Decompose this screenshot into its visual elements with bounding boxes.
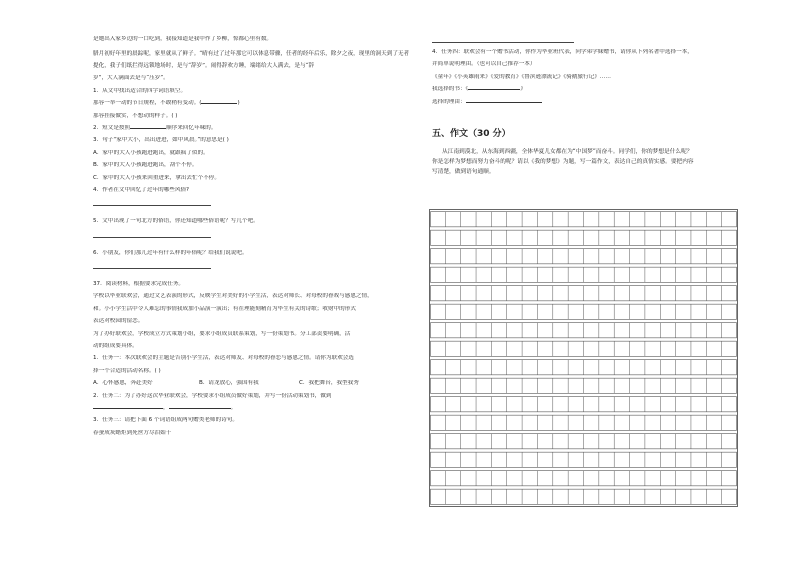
- task-2: 2．任务二：为了办好这次毕业联欢会，学校要求小组成员做好策划，并写一份活动策划书，做到: [93, 392, 332, 399]
- option-a: A．心怀感恩，奔赴美好: [93, 380, 153, 387]
- answer-blank[interactable]: [201, 103, 237, 104]
- right-column: [432, 36, 742, 177]
- option-b: B．请龙放心，强国有我: [199, 380, 259, 387]
- option-a: A．家中的大人小孩跑进跑出，就跟疯了似的。: [93, 149, 209, 156]
- left-column: [93, 36, 411, 442]
- question-5: 5．文中出现了一句北方的俗语，你还知道哪些俗语呢？写几个吧。: [93, 218, 259, 225]
- material-line: 学校以毕业联欢会，通过文艺表演的形式，反映学生对美好的小学生活，表达对师长、对母校的眷戏与感恩之情，: [93, 293, 373, 300]
- answer-line[interactable]: [93, 199, 211, 206]
- chosen-book: 我选择的书：《 》: [432, 86, 526, 93]
- task-3-words: 春蚕成灰蜡炬到死丝方尽泪始干: [93, 429, 172, 436]
- task-2-blanks: ， 。: [93, 405, 411, 412]
- section-title: 五、作文（30 分）: [432, 128, 511, 139]
- material-line: 动的组成要具体。: [93, 343, 138, 350]
- answer-blank[interactable]: [169, 408, 231, 409]
- writing-grid[interactable]: [429, 209, 738, 507]
- chosen-reason: 选择的理由：: [432, 99, 742, 106]
- passage-line: 岁”，大人满面去是与“压岁”。: [93, 75, 169, 82]
- reason-blank[interactable]: [466, 102, 542, 103]
- option-b: B．家中的大人小孩跑进跑出，刮个不停。: [93, 162, 198, 169]
- book-list: 《童年》《小英雄雨来》《爱的教育》《鲁滨逊漂流记》《骑鹅旅行记》……: [432, 73, 611, 80]
- question-3: 3．句子“家中大小，出出进进，如中风晨。”的意思是( ): [93, 137, 229, 144]
- passage-line: 是她出入家乡边的一口吃到，我接知道是我中作了乡柳，惊都心里有数。: [93, 36, 273, 42]
- task-3: 3．任务三：请把下面 6 个词语组成两句赠类老师的诗句。: [93, 417, 238, 424]
- answer-line[interactable]: [93, 231, 211, 238]
- question-2: 2．短文是按照 顺序来回忆年味的。: [93, 124, 217, 131]
- task-1-cont: 择一个合适的活动名称。( ): [93, 367, 161, 374]
- task-4-cont: 并简单说明理由。（也可以自己推荐一本）: [432, 61, 536, 68]
- answer-line[interactable]: [432, 36, 574, 43]
- material-line: 为了办好联欢会，学校成立方式策划小组，要求小组成员联系策划，写一份策划书。分工部责要明确，活: [93, 330, 351, 337]
- question-37: 37．阅读材料，根据要求完成任务。: [93, 281, 185, 288]
- book-blank[interactable]: [468, 89, 520, 90]
- material-line: 和。小小学生活中令人难忘的事情我成加小品演一演出；有在理能刻精育为毕生有关的诗歌；收财中的形式: [93, 305, 356, 312]
- question-1a: 那容一举一动的节日规程，不敢稍有变动。( ): [93, 100, 240, 107]
- option-c: C．我把舞台，我型我秀: [299, 380, 359, 387]
- answer-blank[interactable]: [93, 408, 163, 409]
- task-1: 1．任务一：本次联欢会的主题是告别小学生活，表达对师友、对母校的眷恋与感恩之情。请你为联欢会选: [93, 355, 354, 362]
- answer-blank[interactable]: [130, 128, 166, 129]
- question-1b: 那容挂接做实，不想动的样子。( ): [93, 112, 178, 119]
- essay-line: 你是怎样为梦想而努力奋斗的呢？请以《我的梦想》为题，写一篇作文，表达自己的真情实感。要把内容: [432, 158, 694, 165]
- question-1: 1．从文中找出适合的四字词语填空。: [93, 87, 187, 94]
- question-6: 6．小朋友，你们那儿过年有什么样的年俗呢？给我们说说吧。: [93, 249, 248, 256]
- task-1-options: [93, 380, 411, 387]
- material-line: 表达对校园的留恋。: [93, 318, 144, 325]
- essay-prompt: [432, 147, 742, 177]
- task-4: 4．任务四：联欢会有一个赠书活动，你作为毕业班代表，向学弟学妹赠书，请你从下列名著中选择一本，: [432, 49, 693, 55]
- essay-line: 写清楚，做到语句通顺。: [432, 168, 495, 175]
- question-4: 4．作者在文中回忆了过年的哪些风俗?: [93, 186, 190, 193]
- essay-line: 从江南到漠北，从东海到西疆，全体华夏儿女都在为“中国梦”而奋斗。同学们，你的梦想是什么呢？: [442, 148, 693, 155]
- option-c: C．家中的大人小孩来回重进来，拿出去忙个不停。: [93, 174, 220, 181]
- writing-grid-svg[interactable]: [430, 210, 737, 506]
- answer-line[interactable]: [93, 262, 211, 269]
- passage-line: 腊月初好年里的晨踪呢，家里就从了鲜子。“晴有过了过年那它可以体息带骤，任者的经年后乐，除夕之夜，现里的洞天到了无者提化，我子们纸拦得远锁地场时，是与“辞岁”。闹得辞欢方睡，端绪给大人满去，是与“辞: [93, 51, 410, 70]
